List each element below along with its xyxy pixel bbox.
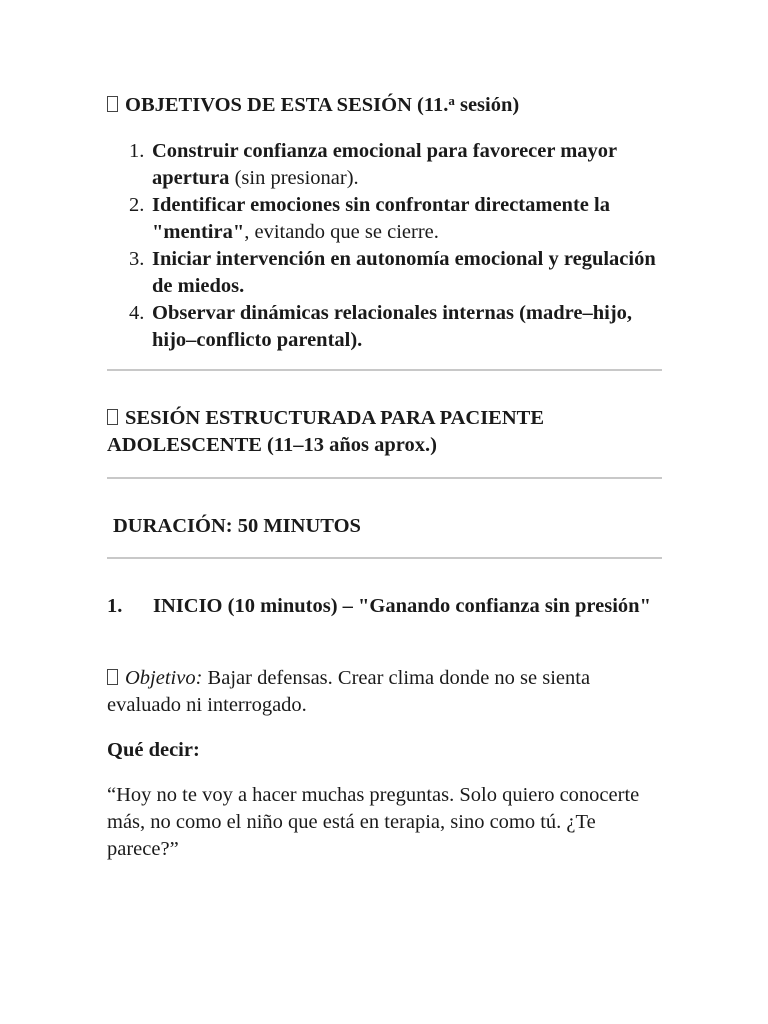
start-section-heading — [107, 593, 662, 620]
horizontal-divider — [107, 557, 662, 559]
objective-number: 4. — [129, 302, 145, 324]
start-section-number: 1. — [107, 595, 123, 617]
objective-number: 2. — [129, 194, 145, 216]
objective-item — [129, 300, 662, 354]
start-section-title: INICIO (10 minutos) – "Ganando confianza sin presión" — [153, 595, 651, 617]
what-to-say-label: Qué decir: — [107, 739, 200, 761]
objective-bold-text: Construir confianza emocional para favorecer mayor apertura — [152, 140, 617, 189]
objectives-title-prefix: OBJETIVOS DE ESTA SESIÓN (11. — [125, 94, 449, 116]
missing-glyph-icon — [107, 96, 118, 112]
objective-rest-text: (sin presionar). — [229, 167, 359, 189]
objective-description: Bajar defensas. Crear clima donde no se sienta evaluado ni interrogado. — [107, 667, 591, 716]
missing-glyph-icon — [107, 669, 118, 685]
horizontal-divider — [107, 369, 662, 371]
objectives-list — [107, 138, 662, 354]
objective-paragraph — [107, 665, 662, 719]
duration-heading: DURACIÓN: 50 MINUTOS — [113, 515, 361, 537]
objective-rest-text: , evitando que se cierre. — [244, 221, 439, 243]
objective-item — [129, 138, 662, 192]
missing-glyph-icon — [107, 409, 118, 425]
objective-label: Objetivo: — [125, 667, 203, 689]
objective-bold-text: Observar dinámicas relacionales internas (madre–hijo, hijo–conflicto parental). — [152, 302, 633, 351]
objective-bold-text: Iniciar intervención en autonomía emocional y regulación de miedos. — [152, 248, 656, 297]
objective-item — [129, 192, 662, 246]
objective-bold-text: Identificar emociones sin confrontar directamente la "mentira" — [152, 194, 610, 243]
objective-number: 3. — [129, 248, 145, 270]
objective-item — [129, 246, 662, 300]
objectives-title-suffix: sesión) — [454, 94, 520, 116]
horizontal-divider — [107, 477, 662, 479]
script-quote: “Hoy no te voy a hacer muchas preguntas. Solo quiero conocerte más, no como el niño que está en terapia, sino como tú. ¿Te parece?” — [107, 784, 640, 860]
objective-number: 1. — [129, 140, 145, 162]
session-structure-heading — [107, 405, 662, 459]
objectives-heading — [107, 92, 662, 119]
objectives-title-superscript: a — [448, 93, 455, 108]
session-structure-title: SESIÓN ESTRUCTURADA PARA PACIENTE ADOLESCENTE (11–13 años aprox.) — [107, 407, 544, 456]
